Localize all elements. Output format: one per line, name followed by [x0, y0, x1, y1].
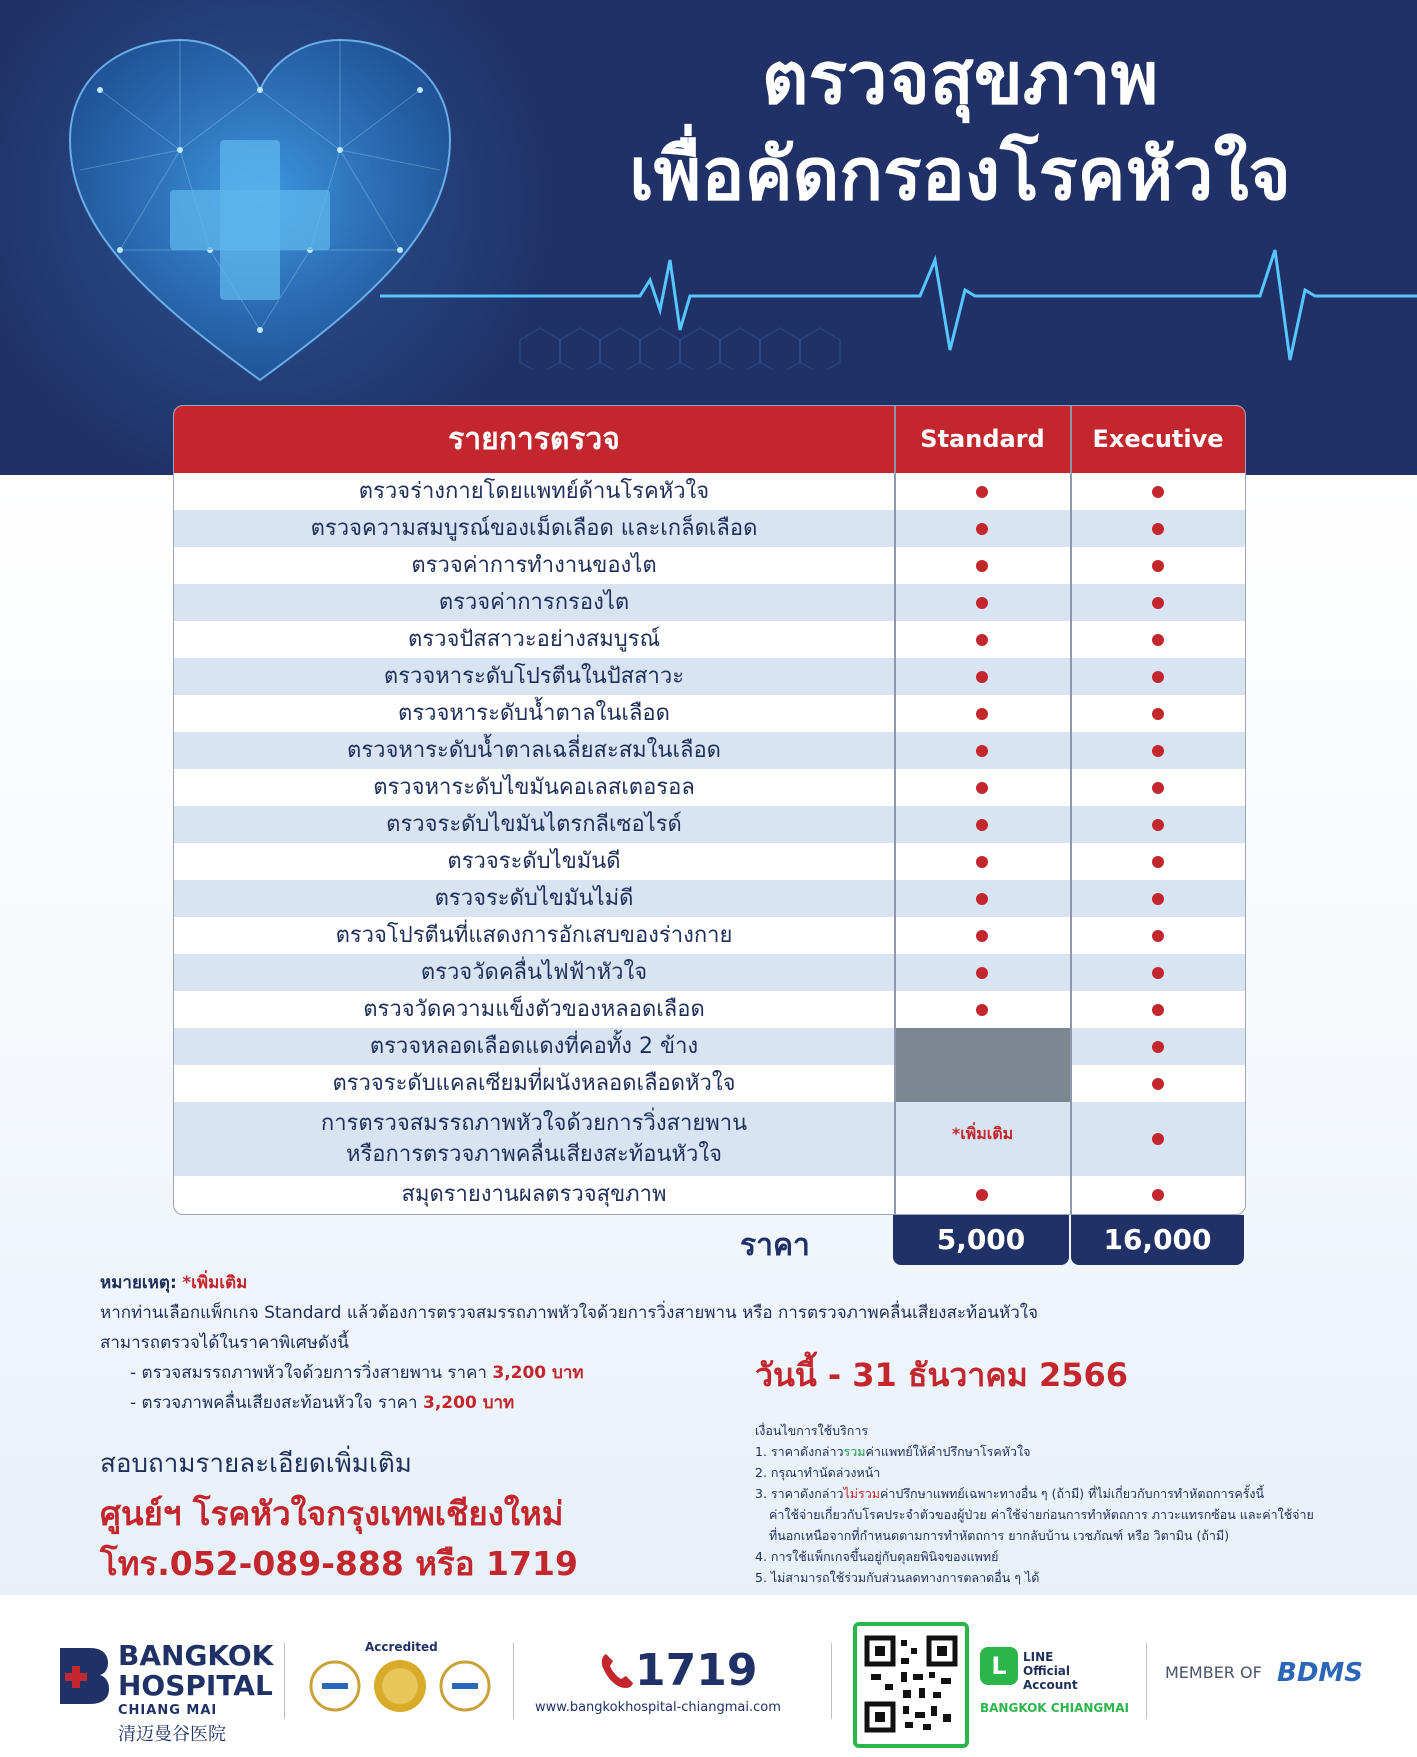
header-executive: Executive [1092, 425, 1224, 453]
table-row [174, 880, 1245, 917]
included-dot-standard [976, 1189, 988, 1201]
included-dot-standard [976, 523, 988, 535]
condition-item: 4. การใช้แพ็กเกจขึ้นอยู่กับดุลยพินิจของแพทย์ [755, 1549, 999, 1564]
table-row [174, 1028, 1245, 1065]
included-dot-executive [1152, 819, 1164, 831]
item-label: ตรวจระดับไขมันดี [447, 849, 621, 874]
footer-divider [284, 1643, 285, 1719]
included-dot-executive [1152, 1078, 1164, 1090]
title-line-2: เพื่อคัดกรองโรคหัวใจ [629, 132, 1291, 216]
title-line-1: ตรวจสุขภาพ [761, 36, 1159, 120]
table-row [174, 547, 1245, 584]
footer-divider [1146, 1643, 1147, 1719]
table-row [174, 732, 1245, 769]
included-dot-executive [1152, 597, 1164, 609]
phone-icon [600, 1652, 634, 1690]
condition-item: 2. กรุณาทำนัดล่วงหน้า [755, 1465, 881, 1480]
remark-item-price: 3,200 บาท [423, 1393, 515, 1413]
item-label: ตรวจหาระดับน้ำตาลในเลือด [398, 701, 670, 726]
extra-option-label: *เพิ่มเติม [951, 1124, 1014, 1143]
table-row [174, 695, 1245, 732]
hospital-name-line: HOSPITAL [118, 1669, 273, 1702]
header-standard: Standard [920, 425, 1045, 453]
item-label-line: การตรวจสมรรถภาพหัวใจด้วยการวิ่งสายพาน [320, 1111, 748, 1136]
condition-text: ค่าแพทย์ให้คำปรึกษาโรคหัวใจ [865, 1444, 1031, 1459]
remark-line: หากท่านเลือกแพ็กเกจ Standard แล้วต้องการตรวจสมรรถภาพหัวใจด้วยการวิ่งสายพาน หรือ การตรวจภาพคลื่นเสียงสะท้อนหัวใจ [100, 1303, 1039, 1323]
item-label: ตรวจค่าการทำงานของไต [411, 553, 657, 578]
included-dot-standard [976, 708, 988, 720]
line-label-text: Official [1023, 1664, 1071, 1678]
condition-text: ค่าปรึกษาแพทย์เฉพาะทางอื่น ๆ (ถ้ามี) ที่ไม่เกี่ยวกับการทำหัตถการครั้งนี้ [880, 1486, 1265, 1501]
item-label [174, 1108, 894, 1170]
member-label: MEMBER OF [1165, 1663, 1262, 1682]
included-dot-executive [1152, 486, 1164, 498]
page-title [560, 30, 1360, 222]
price-standard: 5,000 [893, 1215, 1069, 1265]
promo-period: วันนี้ - 31 ธันวาคม 2566 [755, 1356, 1128, 1394]
included-dot-executive [1152, 671, 1164, 683]
condition-item: ที่นอกเหนือจากที่กำหนดตามการทำหัตถการ ยากลับบ้าน เวชภัณฑ์ หรือ วิตามิน (ถ้ามี) [769, 1528, 1230, 1543]
included-dot-standard [976, 486, 988, 498]
item-label: ตรวจค่าการกรองไต [438, 590, 630, 615]
condition-text: 1. ราคาดังกล่าว [755, 1444, 844, 1459]
condition-item: ค่าใช้จ่ายเกี่ยวกับโรคประจำตัวของผู้ป่วย ค่าใช้จ่ายก่อนการทำหัตถการ ภาวะแทรกซ้อน และค่าใช้จ่าย [769, 1507, 1314, 1522]
item-label: ตรวจระดับไขมันไม่ดี [434, 886, 634, 911]
table-header [174, 406, 1245, 473]
not-included-cell [895, 1065, 1070, 1102]
included-dot-executive [1152, 560, 1164, 572]
included-dot-standard [976, 930, 988, 942]
included-dot-standard [976, 893, 988, 905]
bdms-logo: BDMS [1277, 1658, 1363, 1688]
included-dot-executive [1152, 930, 1164, 942]
table-row [174, 473, 1245, 510]
ekg-line-icon [0, 220, 1417, 370]
contact-center: ศูนย์ฯ โรคหัวใจกรุงเทพเชียงใหม่ [100, 1494, 564, 1533]
table-row [174, 658, 1245, 695]
included-dot-standard [976, 745, 988, 757]
line-label-text: Account [1023, 1678, 1078, 1692]
item-label-line: หรือการตรวจภาพคลื่นเสียงสะท้อนหัวใจ [345, 1142, 723, 1167]
column-divider [894, 406, 896, 1214]
package-table [173, 405, 1246, 1215]
remark-heading-extra: *เพิ่มเติม [182, 1273, 248, 1293]
hotline-number[interactable]: 1719 [635, 1645, 758, 1696]
included-dot-executive [1152, 708, 1164, 720]
item-label: ตรวจหาระดับโปรตีนในปัสสาวะ [383, 664, 685, 689]
item-label: ตรวจวัดความแข็งตัวของหลอดเลือด [363, 997, 705, 1022]
included-dot-standard [976, 819, 988, 831]
not-included-cell [895, 1028, 1070, 1065]
price-label: ราคา [740, 1228, 810, 1263]
remark-item-price: 3,200 บาท [492, 1363, 584, 1383]
item-label: ตรวจวัดคลื่นไฟฟ้าหัวใจ [420, 960, 648, 985]
table-row [174, 843, 1245, 880]
hospital-chinese-name: 清迈曼谷医院 [118, 1724, 226, 1745]
included-dot-executive [1152, 1189, 1164, 1201]
table-row [174, 806, 1245, 843]
included-dot-standard [976, 856, 988, 868]
item-label: สมุดรายงานผลตรวจสุขภาพ [401, 1182, 667, 1207]
condition-text: 3. ราคาดังกล่าว [755, 1486, 844, 1501]
included-dot-executive [1152, 1041, 1164, 1053]
item-label: ตรวจปัสสาวะอย่างสมบูรณ์ [407, 627, 660, 652]
included-dot-executive [1152, 523, 1164, 535]
contact-heading: สอบถามรายละเอียดเพิ่มเติม [100, 1449, 412, 1479]
table-row [174, 991, 1245, 1028]
accredited-label: Accredited [365, 1640, 438, 1654]
item-label: ตรวจโปรตีนที่แสดงการอักเสบของร่างกาย [335, 923, 733, 948]
included-dot-executive [1152, 745, 1164, 757]
table-row [174, 621, 1245, 658]
remark-item: - ตรวจสมรรถภาพหัวใจด้วยการวิ่งสายพาน ราคา [130, 1363, 487, 1383]
item-label: ตรวจความสมบูรณ์ของเม็ดเลือด และเกล็ดเลือด [310, 516, 758, 541]
line-label [1023, 1650, 1078, 1692]
included-dot-standard [976, 1004, 988, 1016]
line-label-text: LINE [1023, 1650, 1054, 1664]
included-dot-executive [1152, 1133, 1164, 1145]
condition-exclude: ไม่รวม [843, 1486, 881, 1501]
footer-divider [513, 1643, 514, 1719]
included-dot-standard [976, 671, 988, 683]
condition-item: 5. ไม่สามารถใช้ร่วมกับส่วนลดทางการตลาดอื่น ๆ ได้ [755, 1570, 1040, 1585]
table-row [174, 584, 1245, 621]
included-dot-executive [1152, 856, 1164, 868]
hospital-branch: CHIANG MAI [118, 1703, 218, 1718]
website-link[interactable]: www.bangkokhospital-chiangmai.com [535, 1700, 781, 1715]
contact-phone[interactable]: โทร.052-089-888 หรือ 1719 [100, 1544, 578, 1583]
conditions-heading: เงื่อนไขการใช้บริการ [755, 1423, 869, 1438]
table-row [174, 769, 1245, 806]
footer-divider [831, 1643, 832, 1719]
item-label: ตรวจร่างกายโดยแพทย์ด้านโรคหัวใจ [358, 479, 710, 504]
price-executive: 16,000 [1071, 1215, 1244, 1265]
included-dot-executive [1152, 967, 1164, 979]
conditions [755, 1420, 1365, 1588]
accreditation-badges-icon [300, 1656, 500, 1716]
hospital-name [118, 1641, 273, 1701]
line-account-name[interactable]: BANGKOK CHIANGMAI [980, 1701, 1129, 1715]
column-divider [1070, 406, 1072, 1214]
item-label: ตรวจหลอดเลือดแดงที่คอทั้ง 2 ข้าง [369, 1034, 699, 1059]
included-dot-standard [976, 782, 988, 794]
included-dot-standard [976, 560, 988, 572]
included-dot-standard [976, 967, 988, 979]
included-dot-executive [1152, 634, 1164, 646]
included-dot-standard [976, 634, 988, 646]
qr-code[interactable] [853, 1622, 969, 1748]
condition-include: รวม [843, 1444, 866, 1459]
line-logo-icon: L [980, 1647, 1018, 1685]
remark-heading: หมายเหตุ: [100, 1273, 177, 1293]
included-dot-executive [1152, 1004, 1164, 1016]
hospital-name-line: BANGKOK [118, 1639, 274, 1672]
included-dot-executive [1152, 782, 1164, 794]
table-row [174, 1065, 1245, 1102]
table-row [174, 1102, 1245, 1176]
table-row [174, 954, 1245, 991]
bangkok-hospital-logo-icon [58, 1646, 110, 1706]
item-label: ตรวจระดับไขมันไตรกลีเซอไรด์ [386, 812, 682, 837]
included-dot-standard [976, 597, 988, 609]
remark-line: สามารถตรวจได้ในราคาพิเศษดังนี้ [100, 1333, 349, 1353]
table-row [174, 510, 1245, 547]
remark-item: - ตรวจภาพคลื่นเสียงสะท้อนหัวใจ ราคา [130, 1393, 418, 1413]
included-dot-executive [1152, 893, 1164, 905]
hero-banner [0, 0, 1417, 475]
header-items: รายการตรวจ [448, 422, 620, 457]
item-label: ตรวจหาระดับน้ำตาลเฉลี่ยสะสมในเลือด [347, 738, 721, 763]
qr-code-icon [857, 1626, 965, 1744]
item-label: ตรวจหาระดับไขมันคอเลสเตอรอล [373, 775, 695, 800]
table-row [174, 1176, 1245, 1213]
table-row [174, 917, 1245, 954]
item-label: ตรวจระดับแคลเซียมที่ผนังหลอดเลือดหัวใจ [332, 1071, 736, 1096]
